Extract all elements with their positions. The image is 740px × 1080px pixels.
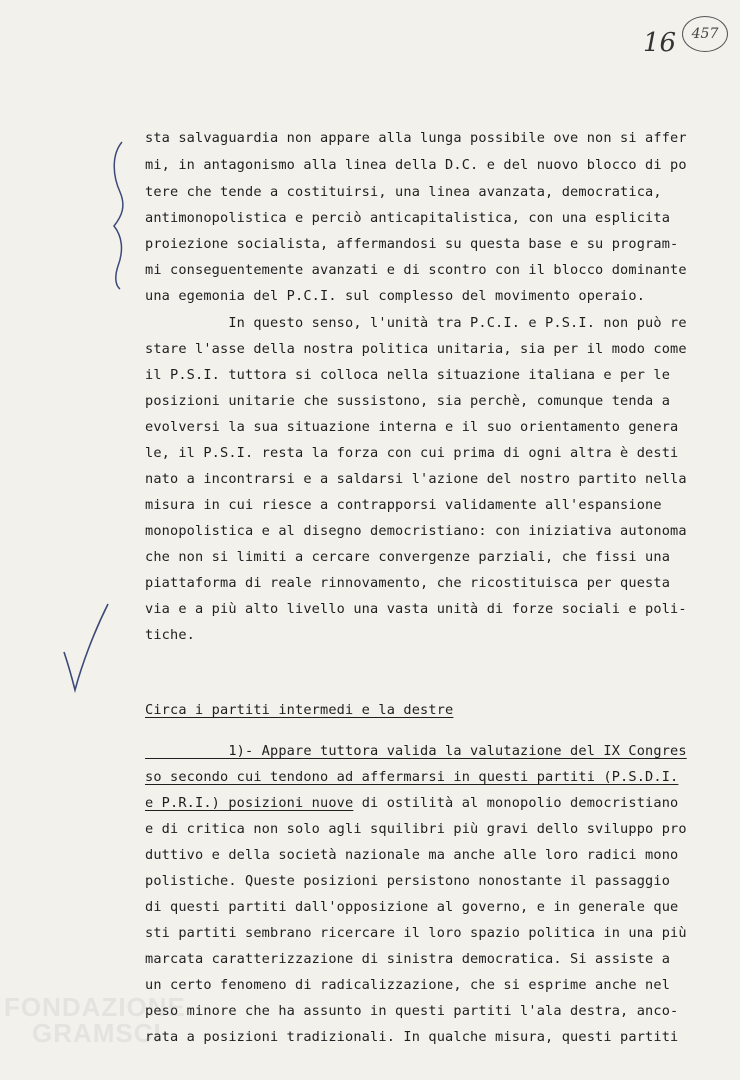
underlined-fragment: e P.R.I.) posizioni nuove bbox=[145, 795, 354, 811]
text-line: In questo senso, l'unità tra P.C.I. e P.S.I. non può re bbox=[145, 315, 687, 331]
text-line: marcata caratterizzazione di sinistra democratica. Si assiste a bbox=[145, 951, 671, 967]
archive-number-stamp: 457 bbox=[682, 16, 728, 52]
text-line: nato a incontrarsi e a saldarsi l'azione del nostro partito nella bbox=[145, 471, 687, 487]
text-line: un certo fenomeno di radicalizzazione, che si esprime anche nel bbox=[145, 977, 671, 993]
section-heading: Circa i partiti intermedi e la destre bbox=[145, 702, 454, 718]
text-line: mi conseguentemente avanzati e di scontro con il blocco dominante bbox=[145, 262, 687, 278]
margin-checkmark bbox=[58, 600, 110, 695]
margin-brace-mark bbox=[108, 140, 130, 290]
text-line: di questi partiti dall'opposizione al governo, e in generale que bbox=[145, 899, 679, 915]
text-line: proiezione socialista, affermandosi su questa base e su program- bbox=[145, 236, 679, 252]
text-line: piattaforma di reale rinnovamento, che ricostituisca per questa bbox=[145, 575, 671, 591]
text-line: sti partiti sembrano ricercare il loro spazio politica in una più bbox=[145, 925, 687, 941]
text-line: e di critica non solo agli squilibri più gravi dello sviluppo pro bbox=[145, 821, 687, 837]
text-line: monopolistica e al disegno democristiano: con iniziativa autonoma bbox=[145, 523, 687, 539]
text-line: le, il P.S.I. resta la forza con cui prima di ogni altra è desti bbox=[145, 445, 679, 461]
text-line: peso minore che ha assunto in questi partiti l'ala destra, anco- bbox=[145, 1003, 679, 1019]
text-line: polistiche. Queste posizioni persistono nonostante il passaggio bbox=[145, 873, 671, 889]
watermark-line-2: GRAMSCI bbox=[32, 1018, 162, 1048]
text-line: posizioni unitarie che sussistono, sia perchè, comunque tenda a bbox=[145, 393, 671, 409]
text-line: una egemonia del P.C.I. sul complesso del movimento operaio. bbox=[145, 288, 646, 304]
watermark-line-1: FONDAZIONE bbox=[4, 992, 186, 1022]
text-line-mixed bbox=[145, 793, 725, 813]
text-line: duttivo e della società nazionale ma anche alle loro radici mono bbox=[145, 847, 679, 863]
text-line: che non si limiti a cercare convergenze parziali, che fissi una bbox=[145, 549, 671, 565]
text-line: antimonopolistica e perciò anticapitalistica, con una esplicita bbox=[145, 210, 671, 226]
text-line: il P.S.I. tuttora si colloca nella situazione italiana e per le bbox=[145, 367, 671, 383]
text-fragment: di ostilità al monopolio democristiano bbox=[353, 795, 679, 811]
text-line-underlined: so secondo cui tendono ad affermarsi in questi partiti (P.S.D.I. bbox=[145, 769, 679, 785]
text-line-underlined: 1)- Appare tuttora valida la valutazione del IX Congres bbox=[145, 743, 687, 759]
text-line: sta salvaguardia non appare alla lunga possibile ove non si affer bbox=[145, 130, 687, 146]
text-line: tiche. bbox=[145, 627, 196, 643]
text-line: misura in cui riesce a contrapporsi validamente all'espansione bbox=[145, 497, 662, 513]
text-line: mi, in antagonismo alla linea della D.C. e del nuovo blocco di po bbox=[145, 157, 687, 173]
text-line: rata a posizioni tradizionali. In qualche misura, questi partiti bbox=[145, 1029, 679, 1045]
text-line: evolversi la sua situazione interna e il suo orientamento genera bbox=[145, 419, 679, 435]
text-line: via e a più alto livello una vasta unità di forze sociali e poli- bbox=[145, 601, 687, 617]
page-number: 16 bbox=[643, 28, 677, 58]
text-line: tere che tende a costituirsi, una linea avanzata, democratica, bbox=[145, 184, 662, 200]
text-line: stare l'asse della nostra politica unitaria, sia per il modo come bbox=[145, 341, 687, 357]
